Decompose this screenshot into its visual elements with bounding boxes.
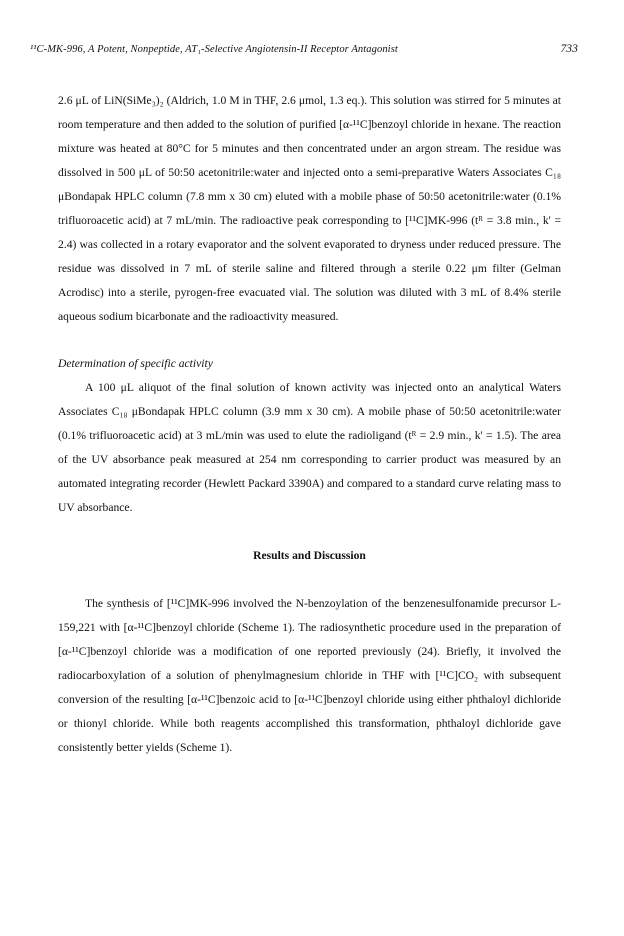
paragraph-synthesis-procedure: 2.6 μL of LiN(SiMe₃)₂ (Aldrich, 1.0 M in THF, 2.6 μmol, 1.3 eq.). This solution was stirred for 5 minutes at room temperature and then added to the solution of purified [α-¹¹C]benzoyl chloride in hexane. The reaction mixture was heated at 80°C for 5 minutes and then concentrated under an argon stream. The residue was dissolved in 500 μL of 50:50 acetonitrile:water and injected onto a semi-preparative Waters Associates C₁₈ μBondapak HPLC column (7.8 mm x 30 cm) eluted with a mobile phase of 50:50 acetonitrile:water (0.1% trifluoroacetic acid) at 7 mL/min. The radioactive peak corresponding to [¹¹C]MK-996 (tᴿ = 3.8 min., k' = 2.4) was collected in a rotary evaporator and the solvent evaporated to dryness under reduced pressure. The residue was dissolved in 7 mL of sterile saline and filtered through a sterile 0.22 μm filter (Gelman Acrodisc) into a sterile, pyrogen-free evacuated vial. The solution was diluted with 3 mL of 8.4% sterile aqueous sodium bicarbonate and the radioactivity measured.: [58, 94, 561, 323]
paragraph-specific-activity: A 100 μL aliquot of the final solution of known activity was injected onto an analytical Waters Associates C₁₈ μBondapak HPLC column (3.9 mm x 30 cm). A mobile phase of 50:50 acetonitrile:water (0.1% trifluoroacetic acid) at 3 mL/min was used to elute the radioligand (tᴿ = 2.9 min., k' = 1.5). The area of the UV absorbance peak measured at 254 nm corresponding to carrier product was measured by an automated integrating recorder (Hewlett Packard 3390A) and compared to a standard curve relating mass to UV absorbance.: [58, 381, 561, 514]
subheading-specific-activity: Determination of specific activity: [58, 357, 213, 370]
paragraph-results: The synthesis of [¹¹C]MK-996 involved the N-benzoylation of the benzenesulfonamide precursor L-159,221 with [α-¹¹C]benzoyl chloride (Scheme 1). The radiosynthetic procedure used in the preparation of [α-¹¹C]benzoyl chloride was a modification of one reported previously (24). Briefly, it involved the radiocarboxylation of a solution of phenylmagnesium chloride in THF with [¹¹C]CO₂ with subsequent conversion of the resulting [α-¹¹C]benzoic acid to [α-¹¹C]benzoyl chloride using either phthaloyl dichloride or thionyl chloride. While both reagents accomplished this transformation, phthaloyl dichloride gave consistently better yields (Scheme 1).: [58, 597, 561, 754]
page-number: 733: [560, 43, 578, 55]
section-heading-results: Results and Discussion: [253, 549, 366, 562]
article-body: [58, 89, 561, 760]
running-header: [30, 43, 578, 55]
running-title: ¹¹C-MK-996, A Potent, Nonpeptide, AT₁-Selective Angiotensin-II Receptor Antagonist: [30, 44, 398, 55]
